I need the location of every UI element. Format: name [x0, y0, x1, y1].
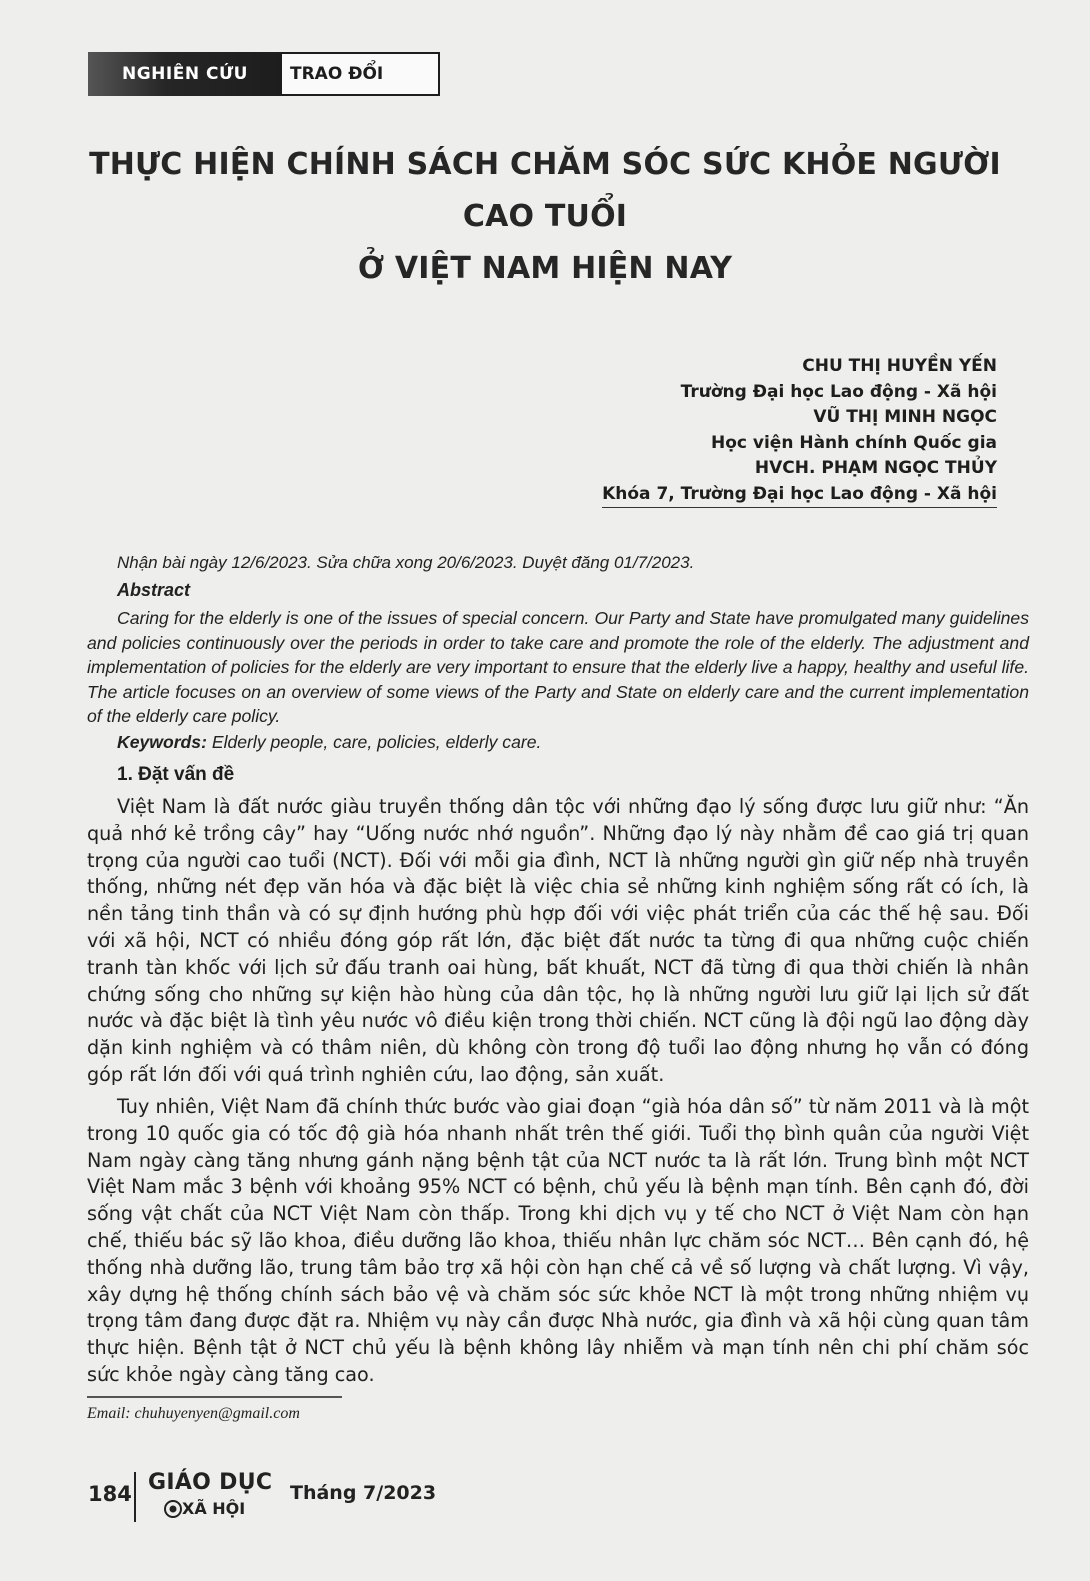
body-paragraph: Tuy nhiên, Việt Nam đã chính thức bước vào giai đoạn “già hóa dân số” từ năm 2011 và là một trong 10 quốc gia có tốc độ già hóa nhanh nhất trên thế giới. Tuổi thọ bình quân của người Việt Nam ngày càng tăng nhưng gánh nặng bệnh tật của NCT nước ta là rất lớn. Trung bình một NCT Việt Nam mắc 3 bệnh với khoảng 95% NCT có bệnh, chủ yếu là bệnh mạn tính. Bên cạnh đó, đời sống vật chất của NCT Việt Nam còn thấp. Trong khi dịch vụ y tế cho NCT ở Việt Nam còn hạn chế, thiếu bác sỹ lão khoa, điều dưỡng lão khoa, thiếu nhân lực chăm sóc NCT… Bên cạnh đó, hệ thống nhà dưỡng lão, trung tâm bảo trợ xã hội còn hạn chế cả về số lượng và chất lượng. Vì vậy, xây dựng hệ thống chính sách bảo vệ và chăm sóc sức khỏe NCT là một trong những nhiệm vụ trọng tâm đang được đặt ra. Nhiệm vụ này cần được Nhà nước, gia đình và xã hội cùng quan tâm thực hiện. Bệnh tật ở NCT chủ yếu là bệnh không lây nhiễm và mạn tính nên chi phí chăm sóc sức khỏe ngày càng tăng cao. — [87, 1095, 1029, 1386]
keywords-label: Keywords: — [117, 732, 207, 752]
author-block — [602, 354, 997, 507]
footer-divider — [134, 1472, 136, 1522]
keywords-value: Elderly people, care, policies, elderly care. — [206, 732, 542, 752]
article-title-line-1: THỰC HIỆN CHÍNH SÁCH CHĂM SÓC SỨC KHỎE NGƯỜI CAO TUỔI — [89, 147, 1001, 234]
abstract-text: Caring for the elderly is one of the issues of special concern. Our Party and State have promulgated many guidelines and policies continuously over the periods in order to take care and promote the role of the elderly. The adjustment and implementation of policies for the elderly are very important to ensure that the elderly live a happy, healthy and useful life. The article focuses on an overview of some views of the Party and State on elderly care and the current implementation of the elderly care policy. — [87, 608, 1029, 726]
page-footer — [88, 1468, 488, 1528]
author-affiliation: Khóa 7, Trường Đại học Lao động - Xã hội — [602, 484, 997, 508]
author-name: VŨ THỊ MINH NGỌC — [813, 407, 997, 427]
author-affiliation: Học viện Hành chính Quốc gia — [710, 432, 997, 453]
footnote-rule — [87, 1396, 342, 1398]
author-email: Email: chuhuyenyen@gmail.com — [87, 1405, 300, 1422]
author-affiliation: Trường Đại học Lao động - Xã hội — [680, 381, 997, 402]
section-tag — [88, 52, 440, 96]
section-tag-primary: NGHIÊN CỨU — [88, 52, 282, 96]
section-tag-secondary: TRAO ĐỔI — [282, 52, 440, 96]
issue-date: Tháng 7/2023 — [290, 1482, 437, 1504]
journal-name-sub: XÃ HỘI — [182, 1499, 246, 1518]
section-heading: 1. Đặt vấn đề — [117, 764, 235, 785]
author-name: HVCH. PHẠM NGỌC THỦY — [754, 458, 997, 478]
body-paragraph: Việt Nam là đất nước giàu truyền thống dân tộc với những đạo lý sống được lưu giữ như: “Ăn quả nhớ kẻ trồng cây” hay “Uống nước nhớ nguồn”. Những đạo lý này nhằm đề cao giá trị quan trọng của người cao tuổi (NCT). Đối với mỗi gia đình, NCT là những người gìn giữ nếp nhà truyền thống, những nét đẹp văn hóa và đặc biệt là việc chia sẻ những kinh nghiệm sống rất có ích, là nền tảng tinh thần và có sự định hướng phù hợp đối với việc phát triển của các thế hệ sau. Đối với xã hội, NCT có nhiều đóng góp rất lớn, đặc biệt đất nước ta từng đi qua những cuộc chiến tranh tàn khốc với lịch sử đấu tranh oai hùng, bất khuất, NCT đã từng đi qua thời chiến là nhân chứng sống cho những sự kiện hào hùng của dân tộc, họ là những người lưu giữ lại lịch sử đất nước và đặc biệt là tình yêu nước vô điều kiện trong thời chiến. NCT cũng là đội ngũ lao động dày dặn kinh nghiệm và có thâm niên, dù không còn trong độ tuổi lao động nhưng họ vẫn có đóng góp rất lớn đối với quá trình nghiên cứu, lao động, sản xuất. — [87, 795, 1029, 1086]
abstract-heading: Abstract — [117, 580, 191, 600]
page-number: 184 — [88, 1482, 132, 1506]
article-title — [60, 139, 1030, 295]
received-dates: Nhận bài ngày 12/6/2023. Sửa chữa xong 20/6/2023. Duyệt đăng 01/7/2023. — [117, 553, 695, 572]
journal-name: GIÁO DỤC — [148, 1470, 273, 1495]
journal-logo-icon — [164, 1500, 182, 1518]
keywords — [117, 732, 541, 753]
article-title-line-2: Ở VIỆT NAM HIỆN NAY — [357, 251, 733, 286]
author-name: CHU THỊ HUYỀN YẾN — [802, 356, 997, 376]
